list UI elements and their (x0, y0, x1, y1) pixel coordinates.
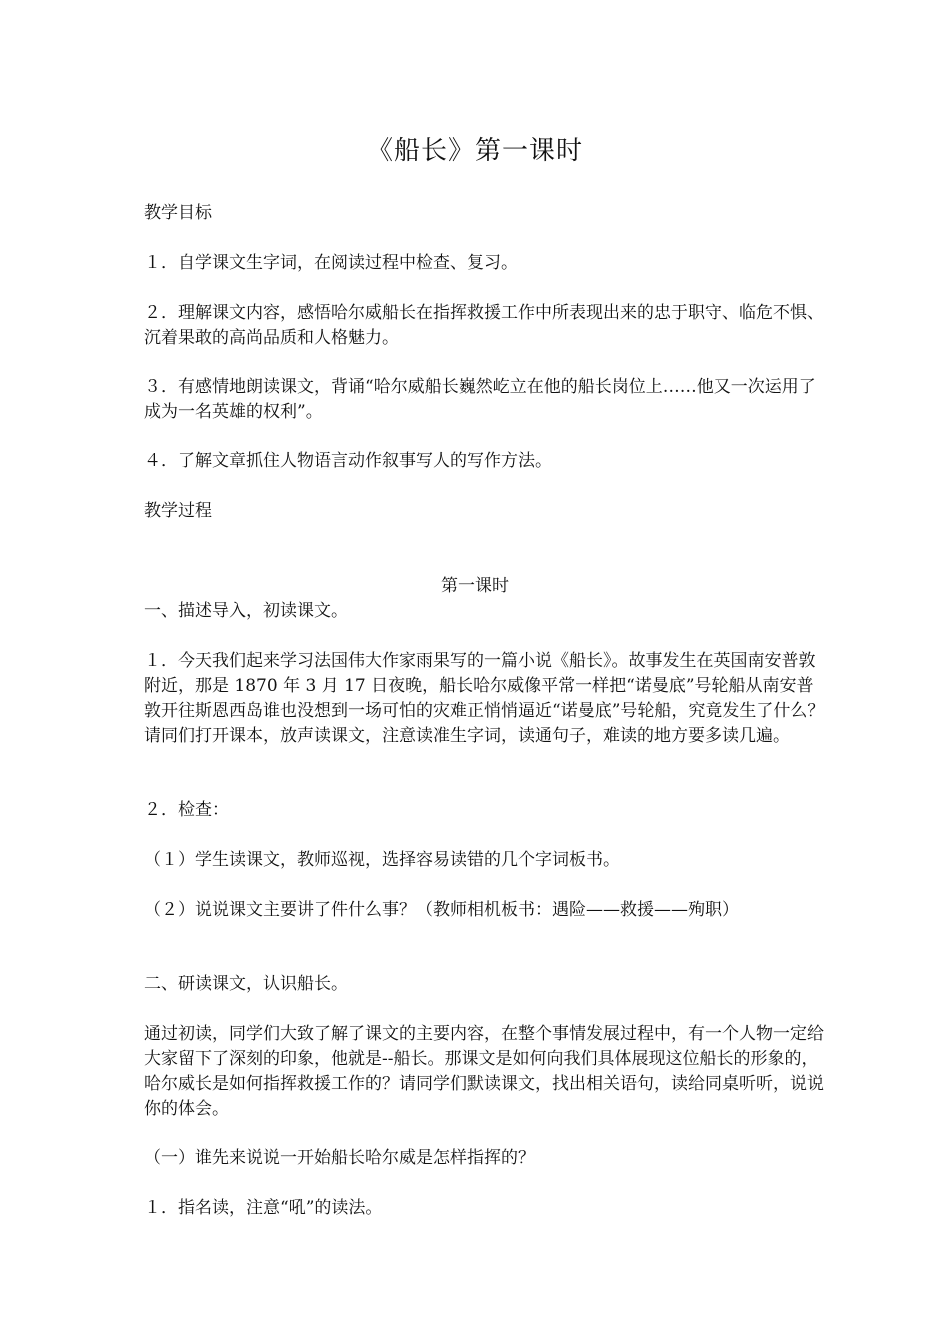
objective-item-2: ２．理解课文内容，感悟哈尔威船长在指挥救援工作中所表现出来的忠于职守、临危不惧、沉着果敢的高尚品质和人格魅力。 (144, 303, 824, 348)
section-2-heading: 二、研读课文，认识船长。 (144, 974, 348, 994)
document-title: 《船长》第一课时 (366, 136, 583, 166)
section-1-paragraph-1: １．今天我们起来学习法国伟大作家雨果写的一篇小说《船长》。故事发生在英国南安普敦附近，那是 1870 年 3 月 17 日夜晚，船长哈尔威像平常一样把“诺曼底”号轮船从南安普敦开往斯恩西岛谁也没想到一场可怕的灾难正悄悄逼近“诺曼底”号轮船，究竟发生了什么？请同们打开课本，放声读课文，注意读准生字词，读通句子，难读的地方要多读几遍。 (144, 651, 825, 746)
section-1-subitem-2: （２）说说课文主要讲了件什么事？（教师相机板书：遇险——救援——殉职） (144, 900, 739, 920)
objectives-heading: 教学目标 (144, 203, 212, 223)
section-1-heading: 一、描述导入，初读课文。 (144, 601, 348, 621)
objective-item-4: ４．了解文章抓住人物语言动作叙事写人的写作方法。 (144, 451, 552, 471)
section-2-paragraph: 通过初读，同学们大致了解了课文的主要内容，在整个事情发展过程中，有一个人物一定给大家留下了深刻的印象，他就是--船长。那课文是如何向我们具体展现这位船长的形象的，哈尔威长是如何指挥救援工作的？请同学们默读课文，找出相关语句，读给同桌听听，说说你的体会。 (144, 1024, 824, 1119)
objective-item-3: ３．有感情地朗读课文，背诵“哈尔威船长巍然屹立在他的船长岗位上……他又一次运用了成为一名英雄的权利”。 (144, 377, 816, 422)
section-1-subitem-1: （１）学生读课文，教师巡视，选择容易读错的几个字词板书。 (144, 850, 620, 870)
process-heading: 教学过程 (144, 501, 212, 521)
lesson-label: 第一课时 (441, 576, 509, 596)
section-2-subitem-1: １．指名读，注意“吼”的读法。 (144, 1198, 383, 1218)
section-2-subheading-1: （一）谁先来说说一开始船长哈尔威是怎样指挥的？ (144, 1148, 535, 1168)
section-1-item-check: ２．检查： (144, 800, 229, 820)
objective-item-1: １．自学课文生字词，在阅读过程中检查、复习。 (144, 253, 518, 273)
